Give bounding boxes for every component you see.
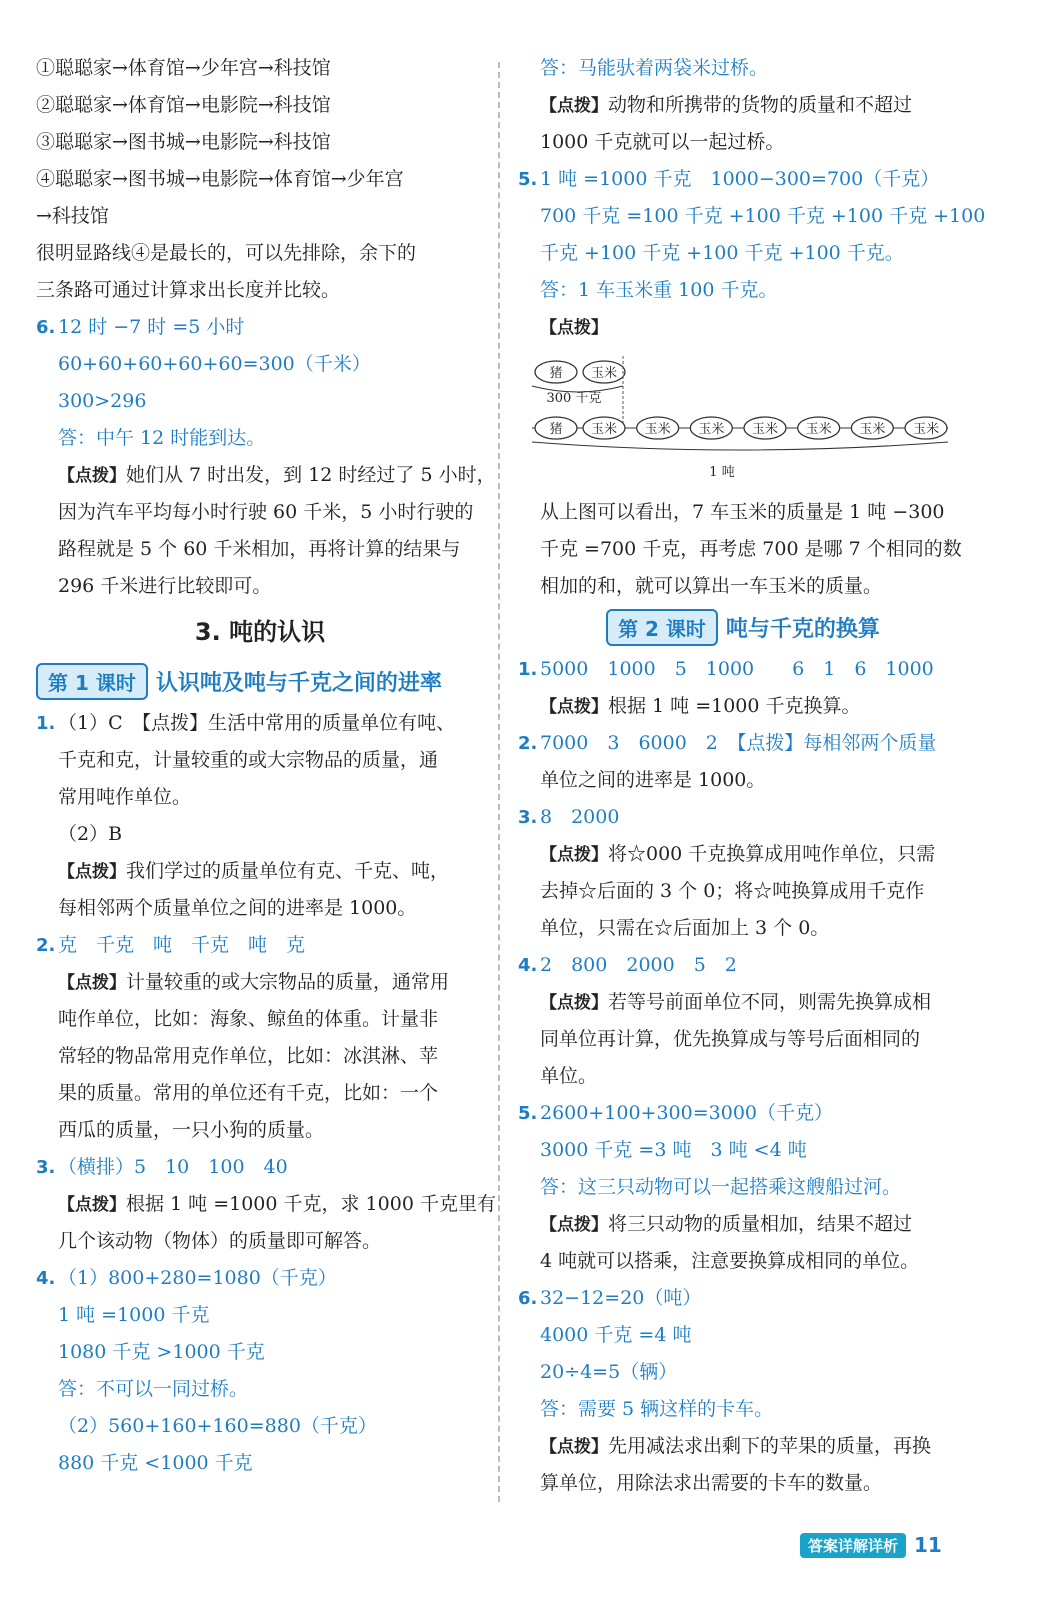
tip-label: 【点拨】 — [540, 697, 608, 717]
text-line — [36, 272, 484, 309]
line-text: 3000 千克 =3 吨 3 吨 <4 吨 — [540, 1139, 807, 1161]
text-line — [36, 1408, 484, 1445]
line-text: 20÷4=5（辆） — [540, 1361, 678, 1383]
lesson-tag: 第 2 课时 — [606, 609, 718, 646]
line-text: 12 时 −7 时 =5 小时 — [58, 316, 245, 338]
question-line — [36, 309, 484, 346]
text-line — [36, 1112, 484, 1149]
text-line — [36, 1001, 484, 1038]
line-text: 4000 千克 =4 吨 — [540, 1324, 692, 1346]
column-divider — [498, 62, 500, 1502]
line-text: 2600+100+300=3000（千克） — [540, 1102, 833, 1124]
tip-line — [36, 457, 496, 494]
text-line — [518, 50, 968, 87]
tip-line — [518, 1428, 968, 1465]
question-line — [36, 1260, 484, 1297]
tip-label: 【点拨】 — [540, 1437, 608, 1457]
tip-label: 【点拨】 — [540, 993, 608, 1013]
line-text: （2）560+160+160=880（千克） — [58, 1415, 377, 1437]
line-text: 千克 =700 千克，再考虑 700 是哪 7 个相同的数 — [540, 538, 962, 560]
tip-label: 【点拨】 — [540, 96, 608, 116]
pig-oval-bottom-label: 猪 — [549, 422, 563, 437]
question-line — [518, 1280, 968, 1317]
tip-line — [518, 309, 968, 346]
text-line — [36, 816, 484, 853]
corn-oval-top-label: 玉米 — [590, 366, 618, 381]
tip-line — [36, 853, 484, 890]
question-number: 3. — [518, 807, 538, 828]
question-number: 5. — [518, 169, 538, 190]
line-text: ①聪聪家→体育馆→少年宫→科技馆 — [36, 57, 331, 79]
tip-label: 【点拨】 — [58, 1195, 126, 1215]
lesson-tag: 第 1 课时 — [36, 663, 148, 700]
line-text: 单位，只需在☆后面加上 3 个 0。 — [540, 917, 830, 939]
text-line — [518, 494, 968, 531]
question-line — [518, 799, 968, 836]
text-line — [518, 1465, 968, 1502]
text-line — [36, 531, 484, 568]
text-line — [518, 910, 968, 947]
line-text: 将☆000 千克换算成用吨作单位，只需 — [608, 843, 936, 865]
question-number: 2. — [36, 935, 56, 956]
text-line — [518, 124, 968, 161]
text-line — [36, 1445, 484, 1482]
line-text: 300>296 — [58, 390, 147, 412]
corn-oval-bottom-label: 玉米 — [698, 422, 725, 437]
line-text: 1 吨 =1000 千克 1000−300=700（千克） — [540, 168, 940, 190]
line-text: 路程就是 5 个 60 千米相加，再将计算的结果与 — [58, 538, 461, 560]
line-text: 单位。 — [540, 1065, 598, 1087]
text-line — [36, 1297, 484, 1334]
text-line — [518, 762, 968, 799]
text-line — [518, 272, 968, 309]
line-text: 三条路可通过计算求出长度并比较。 — [36, 279, 341, 301]
tip-line — [36, 1186, 496, 1223]
text-line — [36, 1223, 484, 1260]
corn-oval-bottom-label: 玉米 — [751, 422, 779, 437]
line-text: 克 千克 吨 千克 吨 克 — [58, 934, 306, 956]
tip-line — [518, 688, 968, 725]
text-line — [36, 383, 484, 420]
brace-1t — [532, 442, 948, 450]
text-line — [518, 1058, 968, 1095]
line-text: （1）C 【点拨】生活中常用的质量单位有吨、 — [58, 712, 456, 734]
text-line — [518, 531, 968, 568]
line-text: 7000 3 6000 2 【点拨】每相邻两个质量 — [540, 732, 937, 754]
tip-label: 【点拨】 — [58, 862, 126, 882]
text-line — [36, 742, 484, 779]
line-text: 常用吨作单位。 — [58, 786, 192, 808]
line-text: 单位之间的进率是 1000。 — [540, 769, 766, 791]
text-line — [36, 1371, 484, 1408]
tip-label: 【点拨】 — [540, 318, 608, 338]
line-text: 她们从 7 时出发，到 12 时经过了 5 小时， — [126, 464, 496, 486]
line-text: （1）800+280=1080（千克） — [58, 1267, 337, 1289]
line-text: 880 千克 <1000 千克 — [58, 1452, 253, 1474]
question-number: 1. — [36, 713, 56, 734]
question-number: 2. — [518, 733, 538, 754]
line-text: 每相邻两个质量单位之间的进率是 1000。 — [58, 897, 417, 919]
label-300kg: 300 千克 — [546, 391, 602, 406]
text-line — [518, 235, 968, 272]
line-text: 先用减法求出剩下的苹果的质量，再换 — [608, 1435, 932, 1457]
line-text: 从上图可以看出，7 车玉米的质量是 1 吨 −300 — [540, 501, 945, 523]
line-text: 答：需要 5 辆这样的卡车。 — [540, 1398, 774, 1420]
question-number: 6. — [36, 317, 56, 338]
text-line — [36, 568, 484, 605]
question-line — [518, 651, 968, 688]
pig-corn-diagram — [518, 346, 968, 494]
line-text: ②聪聪家→体育馆→电影院→科技馆 — [36, 94, 331, 116]
tip-line — [518, 87, 968, 124]
line-text: 若等号前面单位不同，则需先换算成相 — [608, 991, 932, 1013]
question-number: 1. — [518, 659, 538, 680]
line-text: 计量较重的或大宗物品的质量，通常用 — [126, 971, 450, 993]
corn-oval-bottom-label: 玉米 — [912, 422, 940, 437]
question-line — [518, 161, 968, 198]
line-text: 答：这三只动物可以一起搭乘这艘船过河。 — [540, 1176, 902, 1198]
line-text: 答：马能驮着两袋米过桥。 — [540, 57, 769, 79]
text-line — [36, 1075, 484, 1112]
text-line — [518, 1243, 968, 1280]
line-text: 很明显路线④是最长的，可以先排除，余下的 — [36, 242, 417, 264]
line-text: 同单位再计算，优先换算成与等号后面相同的 — [540, 1028, 921, 1050]
page-number: 11 — [914, 1533, 942, 1557]
line-text: 1 吨 =1000 千克 — [58, 1304, 210, 1326]
line-text: （横排）5 10 100 40 — [58, 1156, 288, 1178]
line-text: 答：1 车玉米重 100 千克。 — [540, 279, 778, 301]
question-number: 4. — [518, 955, 538, 976]
lesson-title: 吨与千克的换算 — [725, 616, 880, 642]
tip-label: 【点拨】 — [58, 973, 126, 993]
diagram-svg — [518, 346, 958, 494]
line-text: 相加的和，就可以算出一车玉米的质量。 — [540, 575, 883, 597]
line-text: 几个该动物（物体）的质量即可解答。 — [58, 1230, 382, 1252]
line-text: 1080 千克 >1000 千克 — [58, 1341, 265, 1363]
label-1-ton: 1 吨 — [709, 465, 735, 480]
footer-tag: 答案详解详析 — [800, 1533, 906, 1558]
question-line — [518, 725, 968, 762]
section-title: 3. 吨的认识 — [194, 618, 326, 646]
pig-oval-top-label: 猪 — [549, 366, 563, 381]
text-line — [36, 779, 484, 816]
left-column — [36, 50, 496, 1482]
question-line — [36, 1149, 484, 1186]
line-text: 答：中午 12 时能到达。 — [58, 427, 266, 449]
question-line — [36, 705, 484, 742]
text-line — [518, 1317, 968, 1354]
text-line — [36, 420, 484, 457]
question-line — [518, 947, 968, 984]
text-line — [518, 1391, 968, 1428]
text-line — [36, 87, 484, 124]
tip-line — [518, 984, 968, 1021]
text-line — [518, 1021, 968, 1058]
line-text: 60+60+60+60+60=300（千米） — [58, 353, 371, 375]
line-text: 1000 千克就可以一起过桥。 — [540, 131, 785, 153]
text-line — [36, 124, 484, 161]
text-line — [36, 1038, 484, 1075]
tip-label: 【点拨】 — [58, 466, 126, 486]
text-line — [36, 346, 484, 383]
tip-label: 【点拨】 — [540, 1215, 608, 1235]
corn-oval-bottom-label: 玉米 — [644, 422, 671, 437]
line-text: 答：不可以一同过桥。 — [58, 1378, 249, 1400]
line-text: 根据 1 吨 =1000 千克，求 1000 千克里有 — [126, 1193, 496, 1215]
tip-label: 【点拨】 — [540, 845, 608, 865]
text-line — [518, 1169, 968, 1206]
line-text: 5000 1000 5 1000 6 1 6 1000 — [540, 658, 934, 680]
line-text: （2）B — [58, 823, 123, 845]
line-text: 去掉☆后面的 3 个 0；将☆吨换算成用千克作 — [540, 880, 925, 902]
question-number: 3. — [36, 1157, 56, 1178]
line-text: 千克和克，计量较重的或大宗物品的质量，通 — [58, 749, 439, 771]
line-text: 西瓜的质量，一只小狗的质量。 — [58, 1119, 325, 1141]
line-text: 700 千克 =100 千克 +100 千克 +100 千克 +100 — [540, 205, 986, 227]
text-line — [36, 235, 484, 272]
line-text: 动物和所携带的货物的质量和不超过 — [608, 94, 913, 116]
text-line — [518, 568, 968, 605]
text-line — [36, 494, 484, 531]
lesson-header — [518, 607, 968, 647]
line-text: 常轻的物品常用克作单位，比如：冰淇淋、苹 — [58, 1045, 439, 1067]
text-line — [36, 198, 484, 235]
line-text: →科技馆 — [36, 205, 109, 227]
corn-oval-bottom-label: 玉米 — [590, 422, 618, 437]
question-number: 6. — [518, 1288, 538, 1309]
line-text: 8 2000 — [540, 806, 620, 828]
right-column — [518, 50, 986, 1502]
line-text: 32−12=20（吨） — [540, 1287, 702, 1309]
text-line — [518, 1354, 968, 1391]
text-line — [518, 198, 986, 235]
tip-line — [36, 964, 484, 1001]
line-text: ④聪聪家→图书城→电影院→体育馆→少年宫 — [36, 168, 404, 190]
line-text: 吨作单位，比如：海象、鲸鱼的体重。计量非 — [58, 1008, 439, 1030]
question-number: 5. — [518, 1103, 538, 1124]
text-line — [36, 1334, 484, 1371]
text-line — [518, 873, 968, 910]
lesson-title: 认识吨及吨与千克之间的进率 — [155, 670, 442, 696]
text-line — [36, 890, 484, 927]
line-text: 根据 1 吨 =1000 千克换算。 — [608, 695, 861, 717]
line-text: 2 800 2000 5 2 — [540, 954, 737, 976]
question-line — [518, 1095, 968, 1132]
line-text: 我们学过的质量单位有克、千克、吨， — [126, 860, 450, 882]
corn-oval-bottom-label: 玉米 — [805, 422, 832, 437]
line-text: 算单位，用除法求出需要的卡车的数量。 — [540, 1472, 883, 1494]
tip-line — [518, 836, 968, 873]
text-line — [36, 161, 484, 198]
corn-oval-bottom-label: 玉米 — [859, 422, 886, 437]
line-text: 296 千米进行比较即可。 — [58, 575, 272, 597]
line-text: 因为汽车平均每小时行驶 60 千米，5 小时行驶的 — [58, 501, 474, 523]
line-text: 4 吨就可以搭乘，注意要换算成相同的单位。 — [540, 1250, 920, 1272]
tip-line — [518, 1206, 968, 1243]
question-line — [36, 927, 484, 964]
question-number: 4. — [36, 1268, 56, 1289]
lesson-header — [36, 661, 484, 701]
line-text: 果的质量。常用的单位还有千克，比如：一个 — [58, 1082, 439, 1104]
line-text: 将三只动物的质量相加，结果不超过 — [608, 1213, 913, 1235]
line-text: ③聪聪家→图书城→电影院→科技馆 — [36, 131, 331, 153]
line-text: 千克 +100 千克 +100 千克 +100 千克。 — [540, 242, 904, 264]
text-line — [36, 50, 484, 87]
page-footer — [800, 1530, 942, 1560]
text-line — [518, 1132, 968, 1169]
